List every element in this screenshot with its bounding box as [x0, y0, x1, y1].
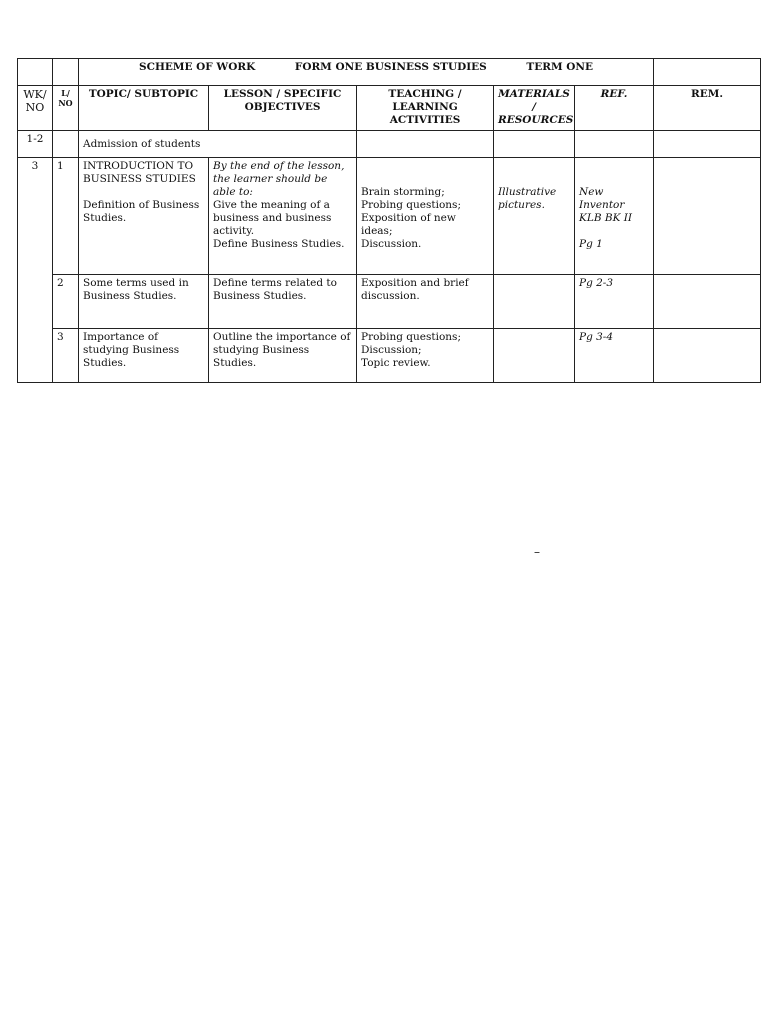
- header-objectives: LESSON / SPECIFIC OBJECTIVES: [209, 86, 357, 131]
- title-scheme: SCHEME OF WORK: [139, 61, 256, 73]
- activities-cell: [357, 158, 494, 275]
- table-row-lesson-3: [18, 329, 761, 383]
- header-ref: REF.: [575, 86, 654, 131]
- objective-item: Define Business Studies.: [213, 238, 345, 250]
- topic-cell: Some terms used in Business Studies.: [79, 275, 209, 329]
- lesson-number: 1: [53, 158, 79, 275]
- ref-cell: Pg 2-3: [575, 275, 654, 329]
- header-topic: TOPIC/ SUBTOPIC: [79, 86, 209, 131]
- ref-cell: Pg 3-4: [575, 329, 654, 383]
- header-activities: TEACHING / LEARNING ACTIVITIES: [357, 86, 494, 131]
- activity-item: Brain storming;: [361, 186, 445, 198]
- header-wk-no: WK/ NO: [18, 86, 53, 131]
- rem-cell: [654, 131, 761, 158]
- header-l-no: L/ NO: [53, 86, 79, 131]
- lesson-number: 2: [53, 275, 79, 329]
- activities-cell: [357, 131, 494, 158]
- materials-cell: [494, 329, 575, 383]
- title-row: [18, 59, 761, 86]
- rem-cell: [654, 329, 761, 383]
- subtopic: Definition of Business Studies.: [83, 199, 200, 224]
- blank-cell: [53, 59, 79, 86]
- objective-item: Give the meaning of a business and business activity.: [213, 199, 332, 237]
- materials-text: Illustrative pictures.: [498, 186, 557, 211]
- materials-cell: [494, 158, 575, 275]
- ref-book: New Inventor KLB BK II: [579, 186, 633, 224]
- stray-dash-mark: –: [534, 545, 540, 559]
- activity-item: Discussion;: [361, 344, 422, 356]
- objectives-cell: Define terms related to Business Studies.: [209, 275, 357, 329]
- ref-page: Pg 1: [579, 238, 603, 250]
- activity-item: Topic review.: [361, 357, 431, 369]
- topic-cell: [79, 158, 209, 275]
- week-number: 1-2: [18, 131, 53, 158]
- admission-text: Admission of students: [79, 131, 357, 158]
- activity-item: Discussion.: [361, 238, 422, 250]
- title-subject: FORM ONE BUSINESS STUDIES: [294, 61, 487, 73]
- rem-cell: [654, 158, 761, 275]
- activities-cell: [357, 329, 494, 383]
- document-title: [79, 59, 654, 86]
- table-row-admission: [18, 131, 761, 158]
- table-row-lesson-1: [18, 158, 761, 275]
- activity-item: Probing questions;: [361, 331, 461, 343]
- activities-cell: Exposition and brief discussion.: [357, 275, 494, 329]
- activity-item: Exposition of new ideas;: [361, 212, 456, 237]
- header-rem: REM.: [654, 86, 761, 131]
- objectives-cell: Outline the importance of studying Business Studies.: [209, 329, 357, 383]
- objectives-cell: [209, 158, 357, 275]
- topic-cell: Importance of studying Business Studies.: [79, 329, 209, 383]
- blank-cell: [18, 59, 53, 86]
- materials-cell: [494, 131, 575, 158]
- header-row: [18, 86, 761, 131]
- activity-item: Probing questions;: [361, 199, 461, 211]
- ref-cell: [575, 131, 654, 158]
- table-row-lesson-2: [18, 275, 761, 329]
- objectives-intro: By the end of the lesson, the learner should be able to:: [213, 160, 345, 198]
- materials-cell: [494, 275, 575, 329]
- ref-cell: [575, 158, 654, 275]
- topic-title: INTRODUCTION TO BUSINESS STUDIES: [83, 160, 196, 185]
- scheme-of-work-table: [17, 58, 761, 383]
- lesson-number: 3: [53, 329, 79, 383]
- lesson-number: [53, 131, 79, 158]
- rem-cell: [654, 275, 761, 329]
- blank-cell: [654, 59, 761, 86]
- week-number: 3: [18, 158, 53, 383]
- title-term: TERM ONE: [526, 61, 593, 73]
- header-materials: MATERIALS / RESOURCES: [494, 86, 575, 131]
